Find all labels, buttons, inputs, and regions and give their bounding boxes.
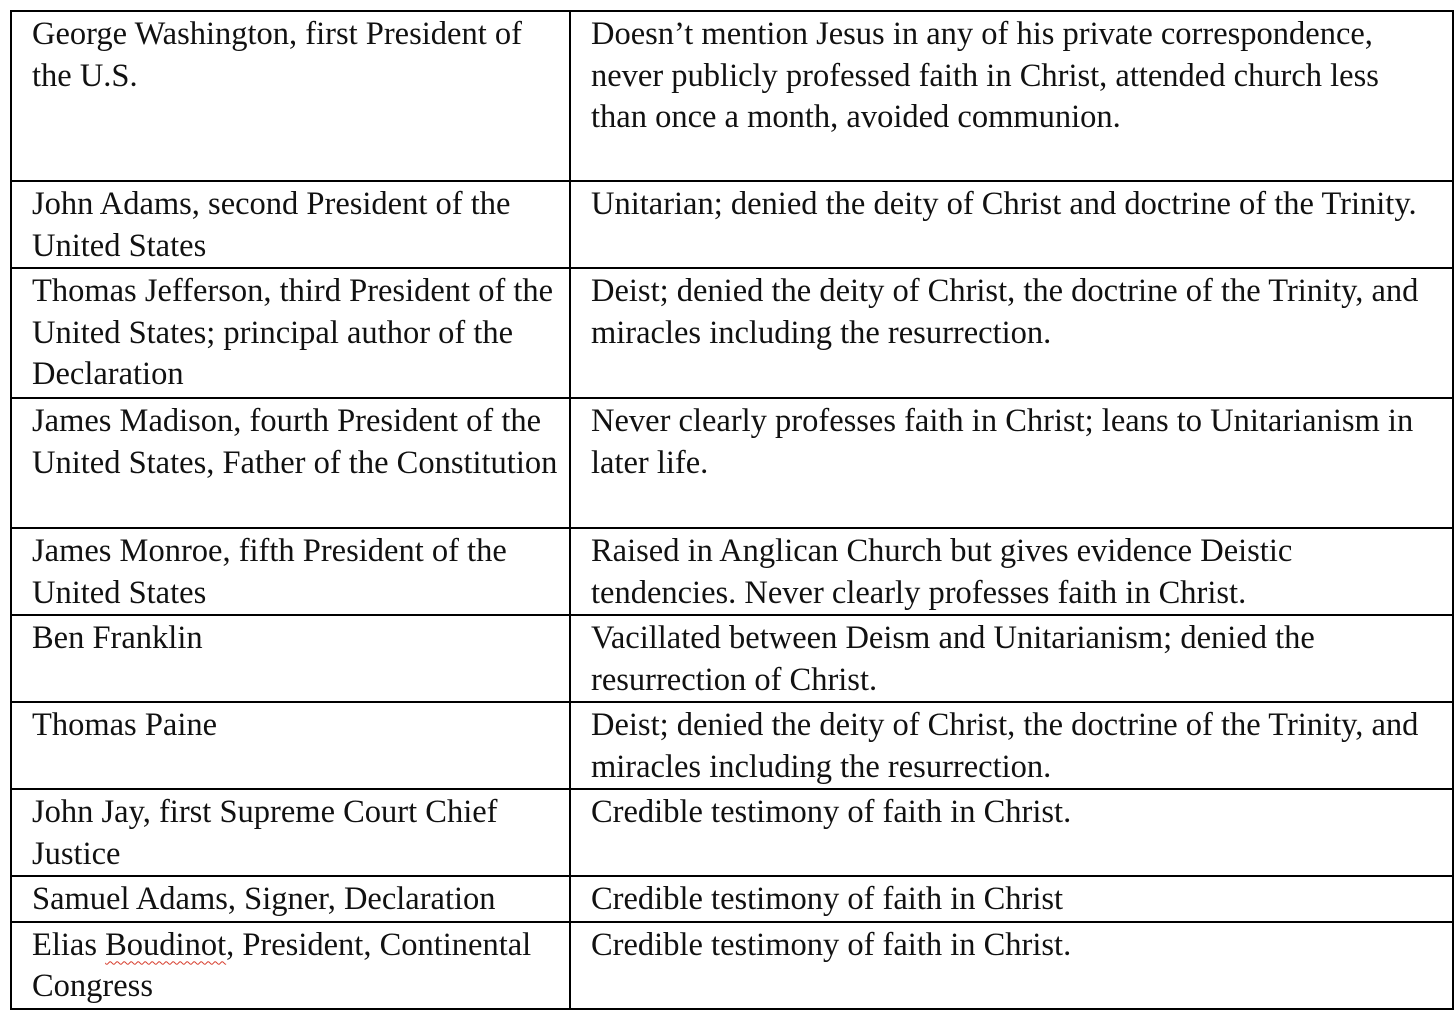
person-name-prefix: Elias — [32, 926, 106, 963]
table-row — [11, 922, 1453, 1009]
person-cell: Thomas Jefferson, third President of the United States; principal author of the Declaration — [11, 268, 570, 398]
table-row — [11, 876, 1453, 922]
faith-cell: Deist; denied the deity of Christ, the doctrine of the Trinity, and miracles including the resurrection. — [570, 268, 1453, 398]
table-row — [11, 528, 1453, 615]
faith-cell: Raised in Anglican Church but gives evidence Deistic tendencies. Never clearly professes faith in Christ. — [570, 528, 1453, 615]
person-cell — [11, 922, 570, 1009]
table-row — [11, 615, 1453, 702]
person-cell: James Madison, fourth President of the United States, Father of the Constitution — [11, 398, 570, 528]
person-cell: Samuel Adams, Signer, Declaration — [11, 876, 570, 922]
spellcheck-flagged-word: Boudinot — [105, 926, 227, 963]
table-row — [11, 398, 1453, 528]
table-row — [11, 181, 1453, 268]
table-row — [11, 268, 1453, 398]
person-name-suffix: , President, Continental Congress — [32, 926, 540, 1004]
faith-cell: Deist; denied the deity of Christ, the doctrine of the Trinity, and miracles including the resurrection. — [570, 702, 1453, 789]
person-cell: John Jay, first Supreme Court Chief Justice — [11, 789, 570, 876]
faith-cell: Credible testimony of faith in Christ. — [570, 922, 1453, 1009]
person-cell: Ben Franklin — [11, 615, 570, 702]
faith-cell: Doesn’t mention Jesus in any of his private correspondence, never publicly professed faith in Christ, attended church less than once a month, avoided communion. — [570, 11, 1453, 181]
founders-faith-table — [10, 10, 1454, 1010]
faith-cell: Vacillated between Deism and Unitarianism; denied the resurrection of Christ. — [570, 615, 1453, 702]
faith-cell: Credible testimony of faith in Christ. — [570, 789, 1453, 876]
person-cell: George Washington, first President of the U.S. — [11, 11, 570, 181]
table-row — [11, 11, 1453, 181]
faith-cell: Credible testimony of faith in Christ — [570, 876, 1453, 922]
person-cell: James Monroe, fifth President of the United States — [11, 528, 570, 615]
person-cell: John Adams, second President of the United States — [11, 181, 570, 268]
person-cell: Thomas Paine — [11, 702, 570, 789]
table-row — [11, 702, 1453, 789]
table-row — [11, 789, 1453, 876]
faith-cell: Unitarian; denied the deity of Christ and doctrine of the Trinity. — [570, 181, 1453, 268]
faith-cell: Never clearly professes faith in Christ; leans to Unitarianism in later life. — [570, 398, 1453, 528]
